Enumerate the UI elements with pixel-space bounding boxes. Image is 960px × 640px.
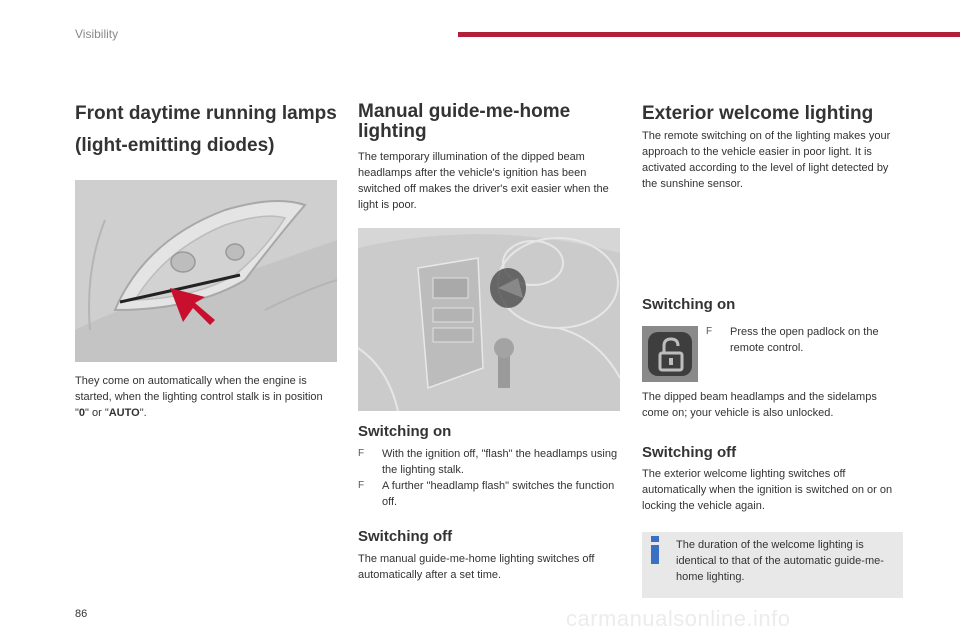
guide-me-home-switching-on-heading: Switching on bbox=[358, 423, 452, 440]
info-icon bbox=[646, 535, 664, 565]
open-padlock-icon bbox=[642, 326, 698, 382]
remote-padlock-button bbox=[642, 326, 698, 382]
daytime-lamps-text-mid: " or " bbox=[85, 407, 109, 419]
daytime-lamps-text bbox=[75, 373, 337, 421]
guide-me-home-title bbox=[358, 102, 628, 142]
dashboard-illustration bbox=[358, 228, 620, 411]
stalk-position-0: 0 bbox=[78, 407, 86, 419]
page-number: 86 bbox=[75, 608, 88, 620]
bullet-marker: F bbox=[358, 480, 365, 491]
info-text: The duration of the welcome lighting is identical to that of the automatic guide-me-home lighting. bbox=[676, 539, 884, 583]
list-item bbox=[358, 478, 623, 510]
daytime-lamps-text-post: ". bbox=[139, 407, 147, 419]
daytime-lamps-title-line2: (light-emitting diodes) bbox=[75, 135, 275, 156]
welcome-switching-off-text: The exterior welcome lighting switches off automatically when the ignition is switched on or on locking the vehicle again. bbox=[642, 468, 893, 512]
dashboard-drawing bbox=[358, 228, 620, 411]
welcome-switching-off-heading: Switching off bbox=[642, 444, 737, 461]
watermark: carmanualsonline.info bbox=[566, 606, 791, 631]
bullet-marker: F bbox=[706, 326, 713, 337]
daytime-lamps-title bbox=[75, 101, 345, 159]
welcome-lighting-intro: The remote switching on of the lighting makes your approach to the vehicle easier in poor light. It is activated according to the level of light detected by the sunshine sensor. bbox=[642, 130, 891, 190]
guide-me-home-title-line2: lighting bbox=[358, 121, 427, 142]
list-item-text: With the ignition off, "flash" the headlamps using the lighting stalk. bbox=[382, 448, 618, 476]
list-item-text: Press the open padlock on the remote control. bbox=[730, 326, 879, 354]
welcome-switching-on-heading: Switching on bbox=[642, 296, 736, 313]
headlamp-drawing bbox=[75, 180, 337, 362]
list-item bbox=[358, 446, 623, 478]
daytime-lamps-text-pre: They come on automatically when the engine is started, when the lighting control stalk is in position " bbox=[75, 375, 323, 419]
list-item-text: A further "headlamp flash" switches the function off. bbox=[382, 480, 615, 508]
daytime-lamps-title-line1: Front daytime running lamps bbox=[75, 103, 337, 124]
guide-me-home-switching-off-heading: Switching off bbox=[358, 528, 453, 545]
welcome-lighting-title: Exterior welcome lighting bbox=[642, 103, 874, 124]
section-label: Visibility bbox=[75, 27, 119, 41]
headlamp-illustration bbox=[75, 180, 337, 362]
stalk-position-auto: AUTO bbox=[108, 407, 140, 419]
bullet-marker: F bbox=[358, 448, 365, 459]
list-item bbox=[706, 324, 906, 356]
guide-me-home-title-line1: Manual guide-me-home bbox=[358, 101, 571, 122]
guide-me-home-intro: The temporary illumination of the dipped beam headlamps after the vehicle's ignition has been switched off makes the driver's exit easier when the light is poor. bbox=[358, 151, 609, 211]
welcome-after-bullet-text: The dipped beam headlamps and the sidelamps come on; your vehicle is also unlocked. bbox=[642, 391, 877, 419]
header-accent-bar bbox=[458, 32, 960, 37]
guide-me-home-switching-off-text: The manual guide-me-home lighting switches off automatically after a set time. bbox=[358, 553, 595, 581]
